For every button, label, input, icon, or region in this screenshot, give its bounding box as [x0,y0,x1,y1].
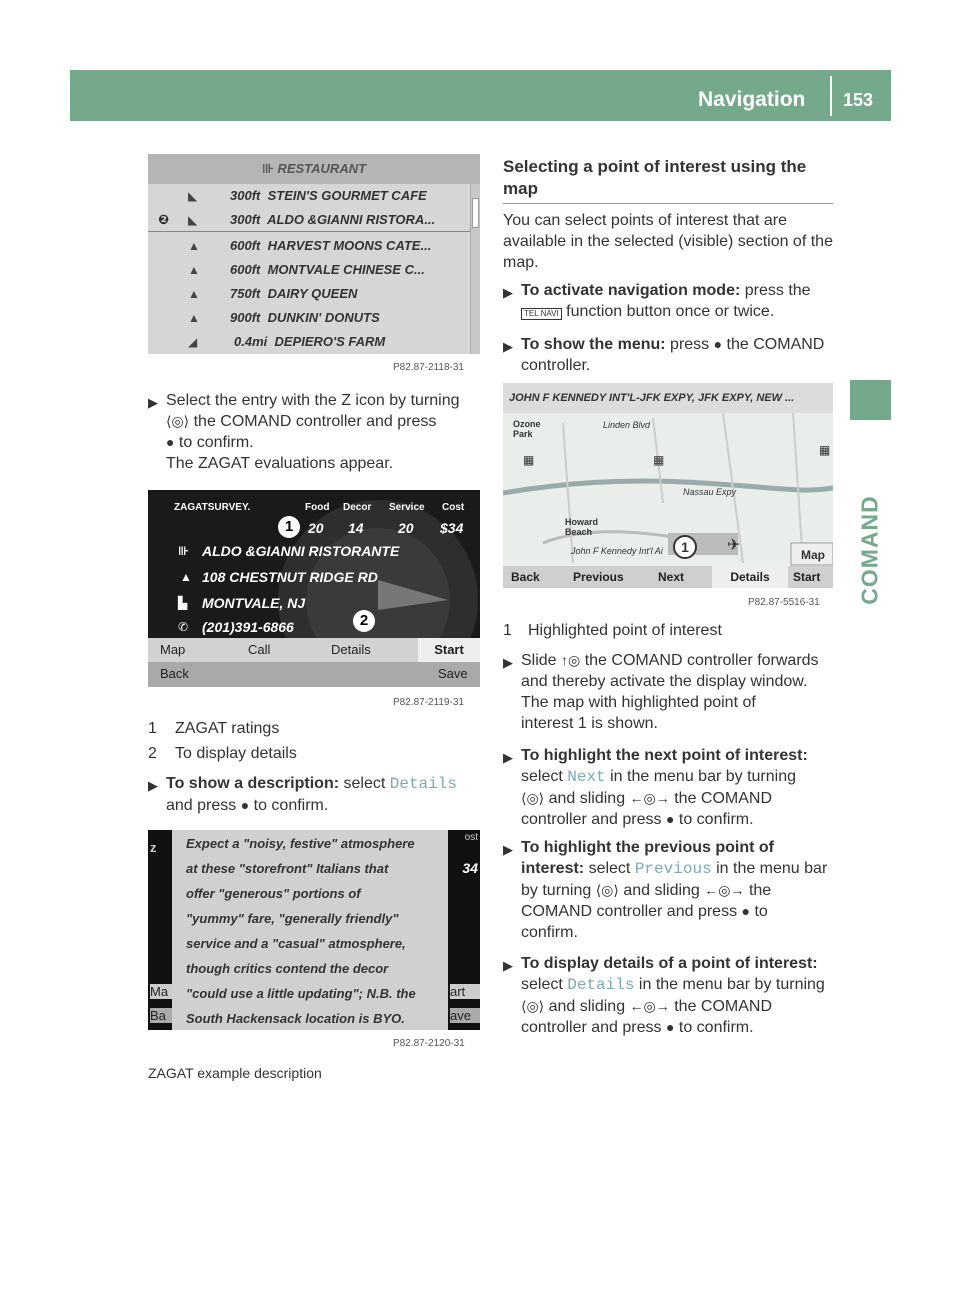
list-item[interactable]: ◢ 0.4mi DEPIERO'S FARM [148,330,470,354]
step-activate-navigation: To activate navigation mode: press the TEL NAVI function button once or twice. [521,282,811,320]
map-canvas [503,383,833,588]
map-street-name: JOHN F KENNEDY INT'L-JFK EXPY, JFK EXPY, NEW ... [503,383,833,413]
col-cost: Cost [442,502,465,513]
direction-arrow-icon: ▲ [188,311,200,325]
legend-zagat-ratings: ZAGAT ratings [175,720,280,737]
poi-highlight-icon[interactable]: ✈ [727,537,741,554]
menu-start[interactable]: Start [793,570,821,584]
menu-back[interactable]: Back [160,666,189,681]
map-label: Linden Blvd [603,420,651,430]
description-line: South Hackensack location is BYO. [186,1011,405,1026]
step-display-details: To display details of a point of interest: select Details in the menu bar by turning ⟨◎⟩ and sliding ←◎→ the COMAND controller and press ● to confirm. [521,955,825,1036]
header-divider [830,76,832,116]
direction-arrow-icon: ◢ [188,335,198,349]
heading-rule [503,203,833,204]
col-service: Service [389,502,425,513]
edge-text: z [150,840,157,855]
turn-controller-icon: ⟨◎⟩ [166,413,190,429]
callout-1: 1 [673,535,697,559]
list-item[interactable]: ▲ 600ft HARVEST MOONS CATE... [148,234,470,258]
press-controller-icon: ● [713,336,723,352]
slide-controller-icon: ←◎→ [704,882,745,898]
map-label: John F Kennedy Int'l Ai [571,546,663,556]
menu-details[interactable]: Details [331,642,371,657]
step-select-entry: Select the entry with the Z icon by turning ⟨◎⟩ the COMAND controller and press ● to confirm. The ZAGAT evaluations appear. [166,392,460,472]
poi-icon: ▦ [819,443,831,457]
map-label: Ozone [513,419,541,429]
turn-controller-icon: ⟨◎⟩ [595,882,619,898]
step-slide-controller: Slide ↑◎ the COMAND controller forwards and thereby activate the display window. The map with highlighted point of interest 1 is shown. [521,652,819,732]
page-number: 153 [843,90,874,110]
bullet-arrow: ▶ [503,285,513,300]
restaurant-address: 108 CHESTNUT RIDGE RD [202,569,378,585]
legend-2-marker: 2 [148,745,157,762]
press-controller-icon: ● [240,797,250,813]
press-controller-icon: ● [665,811,675,827]
description-line: Expect a "noisy, festive" atmosphere [186,836,415,851]
step-highlight-next: To highlight the next point of interest: select Next in the menu bar by turning ⟨◎⟩ and sliding ←◎→ the COMAND controller and press ● to confirm. [521,747,808,828]
list-item[interactable]: ◣ 300ft STEIN'S GOURMET CAFE [148,184,470,208]
map-label: Howard [565,517,599,527]
map-menu-bar [503,566,833,588]
restaurant-title: ⊪ RESTAURANT [148,154,480,184]
description-line: though critics contend the decor [186,961,389,976]
restaurant-list-screen [148,154,480,354]
decor-value: 14 [348,520,364,536]
description-line: "yummy" fare, "generally friendly" [186,911,399,926]
figure-code: P82.87-2119-31 [393,697,464,708]
edge-text: ost [464,832,478,843]
step-highlight-previous: To highlight the previous point of interest: select Previous in the menu bar by turning ⟨◎⟩ and sliding ←◎→ the COMAND controller and press ● to confirm. [521,839,828,941]
menu-next[interactable]: Next [658,570,685,584]
menu-map[interactable]: Map [160,642,186,657]
list-item[interactable]: ▲ 600ft MONTVALE CHINESE C... [148,258,470,282]
city-icon: ▙ [178,596,188,610]
menu-save[interactable]: Save [438,666,468,681]
map-screen [503,383,833,588]
direction-arrow-icon: ▲ [188,287,200,301]
legend-display-details: To display details [175,745,297,762]
description-line: offer "generous" portions of [186,886,361,901]
phone-icon: ✆ [178,620,189,634]
zagat-screen [148,490,480,687]
menu-back[interactable]: Back [511,570,540,584]
menu-previous[interactable]: Previous [573,570,624,584]
press-controller-icon: ● [665,1019,675,1035]
edge-text: art [450,984,480,999]
step-show-menu: To show the menu: press ● the COMAND controller. [521,336,825,374]
scrollbar[interactable] [470,184,480,354]
slide-forward-icon: ↑◎ [561,652,581,668]
bullet-arrow: ▶ [503,655,513,670]
restaurant-name: ALDO &GIANNI RISTORANTE [202,543,400,559]
description-popup [172,830,448,1030]
poi-icon: ▦ [653,453,665,467]
bullet-arrow: ▶ [503,958,513,973]
description-screen [148,830,480,1030]
food-value: 20 [308,520,324,536]
direction-arrow-icon: ◣ [188,213,198,227]
figure-code: P82.87-2118-31 [393,362,464,373]
figure-code: P82.87-2120-31 [393,1038,465,1049]
menu-details[interactable]: Details [712,566,788,588]
zagat-z-icon: ❷ [158,212,170,227]
slide-controller-icon: ←◎→ [629,998,670,1014]
turn-controller-icon: ⟨◎⟩ [521,790,545,806]
bullet-arrow: ▶ [148,395,158,410]
map-label: Park [513,429,533,439]
map-label: Beach [565,527,593,537]
list-item[interactable]: ▲ 900ft DUNKIN' DONUTS [148,306,470,330]
slide-controller-icon: ←◎→ [629,790,670,806]
list-item-selected[interactable]: ❷ ◣ 300ft ALDO &GIANNI RISTORA... [148,208,470,232]
side-tab [850,380,891,420]
scrollbar-thumb[interactable] [472,198,479,228]
col-decor: Decor [343,502,372,513]
direction-arrow-icon: ▲ [188,263,200,277]
side-label: COMAND [856,495,883,605]
edge-text: Ba [150,1008,172,1023]
restaurant-icon: ⊪ [178,544,189,558]
poi-icon: ▦ [523,453,535,467]
figure-code: P82.87-5516-31 [748,597,820,608]
bullet-arrow: ▶ [503,842,513,857]
description-line: at these "storefront" Italians that [186,861,389,876]
cost-value: $34 [440,520,464,536]
service-value: 20 [398,520,414,536]
legend-1-marker: 1 [148,720,157,737]
map-button[interactable]: Map [801,548,825,562]
tel-navi-button-icon: TEL NAVI [521,308,562,320]
legend-1-marker: 1 [503,622,512,639]
press-controller-icon: ● [166,434,175,450]
menu-bar [148,638,480,662]
callout-2: 2 [353,610,375,632]
restaurant-phone: (201)391-6866 [202,619,294,635]
menu-start[interactable]: Start [418,638,480,662]
bullet-arrow: ▶ [503,339,513,354]
section-title: Navigation [698,88,806,111]
zagat-brand: ZAGATSURVEY. [174,502,251,513]
list-item[interactable]: ▲ 750ft DAIRY QUEEN [148,282,470,306]
callout-1: 1 [278,516,300,538]
legend-highlighted-poi: Highlighted point of interest [528,622,722,639]
bullet-arrow: ▶ [503,750,513,765]
press-controller-icon: ● [741,903,750,919]
edge-text: Ma [150,984,172,999]
intro-paragraph: You can select points of interest that are available in the selected (visible) section of the map. [503,212,833,271]
direction-arrow-icon: ◣ [188,189,198,203]
step-show-description: To show a description: select Details and press ● to confirm. [166,775,457,814]
description-line: service and a "casual" atmosphere, [186,936,406,951]
col-food: Food [305,502,330,513]
edge-text: 34 [462,860,478,876]
section-heading: Selecting a point of interest using the map [503,157,807,198]
bullet-arrow: ▶ [148,778,158,793]
edge-text: ave [450,1008,480,1023]
menu-call[interactable]: Call [248,642,271,657]
restaurant-icon: ⊪ [261,161,278,176]
map-label: Nassau Expy [683,487,737,497]
description-line: "could use a little updating"; N.B. the [186,986,416,1001]
direction-arrow-icon: ▲ [188,239,200,253]
menu-bar-2 [148,662,480,687]
restaurant-city: MONTVALE, NJ [202,595,306,611]
turn-controller-icon: ⟨◎⟩ [521,998,545,1014]
figure-caption: ZAGAT example description [148,1065,322,1081]
navigation-icon: ▲ [180,570,192,584]
